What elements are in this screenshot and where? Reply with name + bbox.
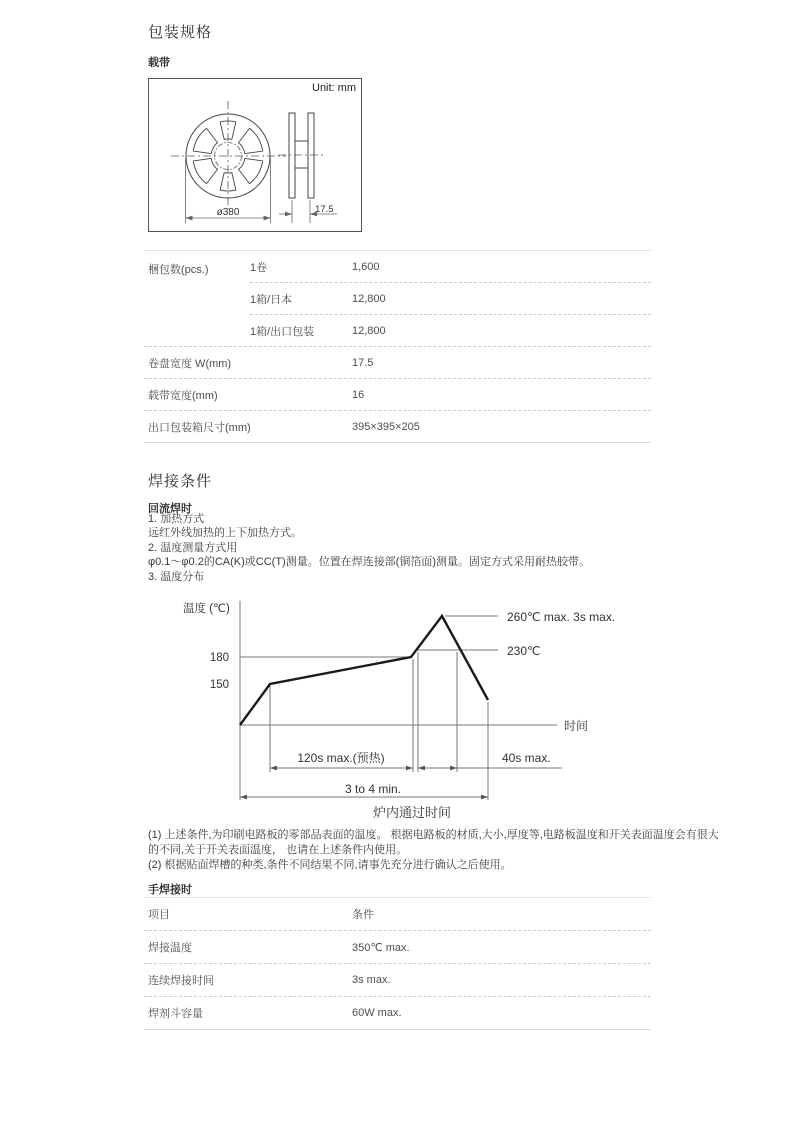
- reflow-temperature-chart: [150, 598, 630, 828]
- row-label: 卷盘宽度 W(mm): [148, 357, 232, 370]
- temperature-profile-line: [240, 616, 488, 725]
- row-label: 载带宽度(mm): [148, 389, 218, 402]
- row-value: 395×395×205: [352, 420, 420, 433]
- note-line: 的不同,关于开关表面温度， 也请在上述条件内使用。: [148, 844, 408, 856]
- reflow-line: φ0.1～φ0.2的CA(K)或CC(T)测量。位置在焊连接部(铜箔面)测量。固定方式采用耐热胶带。: [148, 556, 591, 569]
- y-tick-180: 180: [209, 652, 229, 664]
- preheat-annotation: 120s max.(预热): [297, 751, 385, 765]
- y-axis-label: 温度 (℃): [183, 603, 230, 615]
- table-row: [144, 378, 651, 410]
- row-value: 3s max.: [352, 974, 391, 986]
- row-label: 焊剂斗容量: [148, 1008, 203, 1020]
- note-line: (1) 上述条件,为印刷电路板的零部品表面的温度。 根据电路板的材质,大小,厚度等,电路板温度和开关表面温度会有很大: [148, 829, 719, 841]
- reflow-line: 1. 加热方式: [148, 513, 205, 525]
- hand-soldering-heading: 手焊接时: [148, 884, 192, 896]
- table-row: [250, 251, 651, 282]
- row-value: 12,800: [352, 324, 386, 337]
- x-axis-label: 时间: [564, 719, 589, 733]
- threshold-annotation: 230℃: [507, 644, 541, 658]
- soldering-notes: [148, 828, 719, 873]
- table-row: [250, 314, 651, 346]
- row-value: 1,600: [352, 260, 380, 273]
- row-value: 17.5: [352, 356, 374, 369]
- row-value: 350℃ max.: [352, 941, 410, 954]
- column-header-item: 项目: [148, 909, 170, 921]
- hand-soldering-table: [144, 897, 651, 1030]
- row-value: 60W max.: [352, 1007, 402, 1019]
- reflow-line: 2. 温度测量方式用: [148, 541, 238, 554]
- row-value: 16: [352, 388, 365, 401]
- note-line: (2) 根据贴面焊槽的种类,条件不同结果不同,请事先充分进行确认之后使用。: [148, 859, 512, 871]
- carrier-tape-heading: 载带: [148, 57, 170, 69]
- page-title: 包装规格: [148, 24, 213, 41]
- peak-annotation: 260℃ max. 3s max.: [507, 610, 616, 624]
- reflow-heading: 回流焊时: [148, 503, 192, 515]
- y-tick-150: 150: [209, 679, 229, 691]
- table-row: [250, 282, 651, 314]
- row-value: 12,800: [352, 292, 386, 305]
- over-230-annotation: 40s max.: [502, 751, 551, 765]
- furnace-time-label: 炉内通过时间: [373, 805, 452, 820]
- row-sublabel: 1箱/日本: [250, 293, 293, 306]
- row-sublabel: 1卷: [250, 261, 268, 274]
- reflow-line: 3. 温度分布: [148, 570, 205, 583]
- reflow-text: [148, 512, 590, 584]
- table-row: [144, 410, 651, 442]
- unit-label: Unit: mm: [312, 82, 356, 94]
- packing-table: [144, 250, 651, 443]
- dim-width-label: 17.5: [315, 204, 334, 215]
- table-row: [144, 346, 651, 378]
- dim-width-arrows: [285, 212, 317, 217]
- reel-diagram-box: [148, 78, 362, 232]
- table-header-row: [144, 898, 651, 930]
- row-label: 出口包装箱尺寸(mm): [148, 421, 251, 434]
- table-row: [144, 996, 651, 1029]
- chart-axes-lines: [240, 601, 562, 800]
- row-label: 连续焊接时间: [148, 975, 214, 987]
- row-label: 梱包数(pcs.): [148, 264, 209, 276]
- reel-diagram: [149, 79, 361, 231]
- row-sublabel: 1箱/出口包装: [250, 325, 315, 338]
- table-row: [144, 251, 651, 346]
- row-label: 焊接温度: [148, 942, 192, 954]
- soldering-section-title: 焊接条件: [148, 473, 213, 490]
- table-row: [144, 963, 651, 996]
- column-header-condition: 条件: [352, 909, 374, 921]
- total-time-annotation: 3 to 4 min.: [345, 782, 402, 796]
- reflow-line: 远红外线加热的上下加热方式。: [148, 527, 302, 540]
- table-row: [144, 930, 651, 963]
- dim-diameter-label: ø380: [216, 207, 240, 218]
- reel-side-view: [289, 113, 314, 198]
